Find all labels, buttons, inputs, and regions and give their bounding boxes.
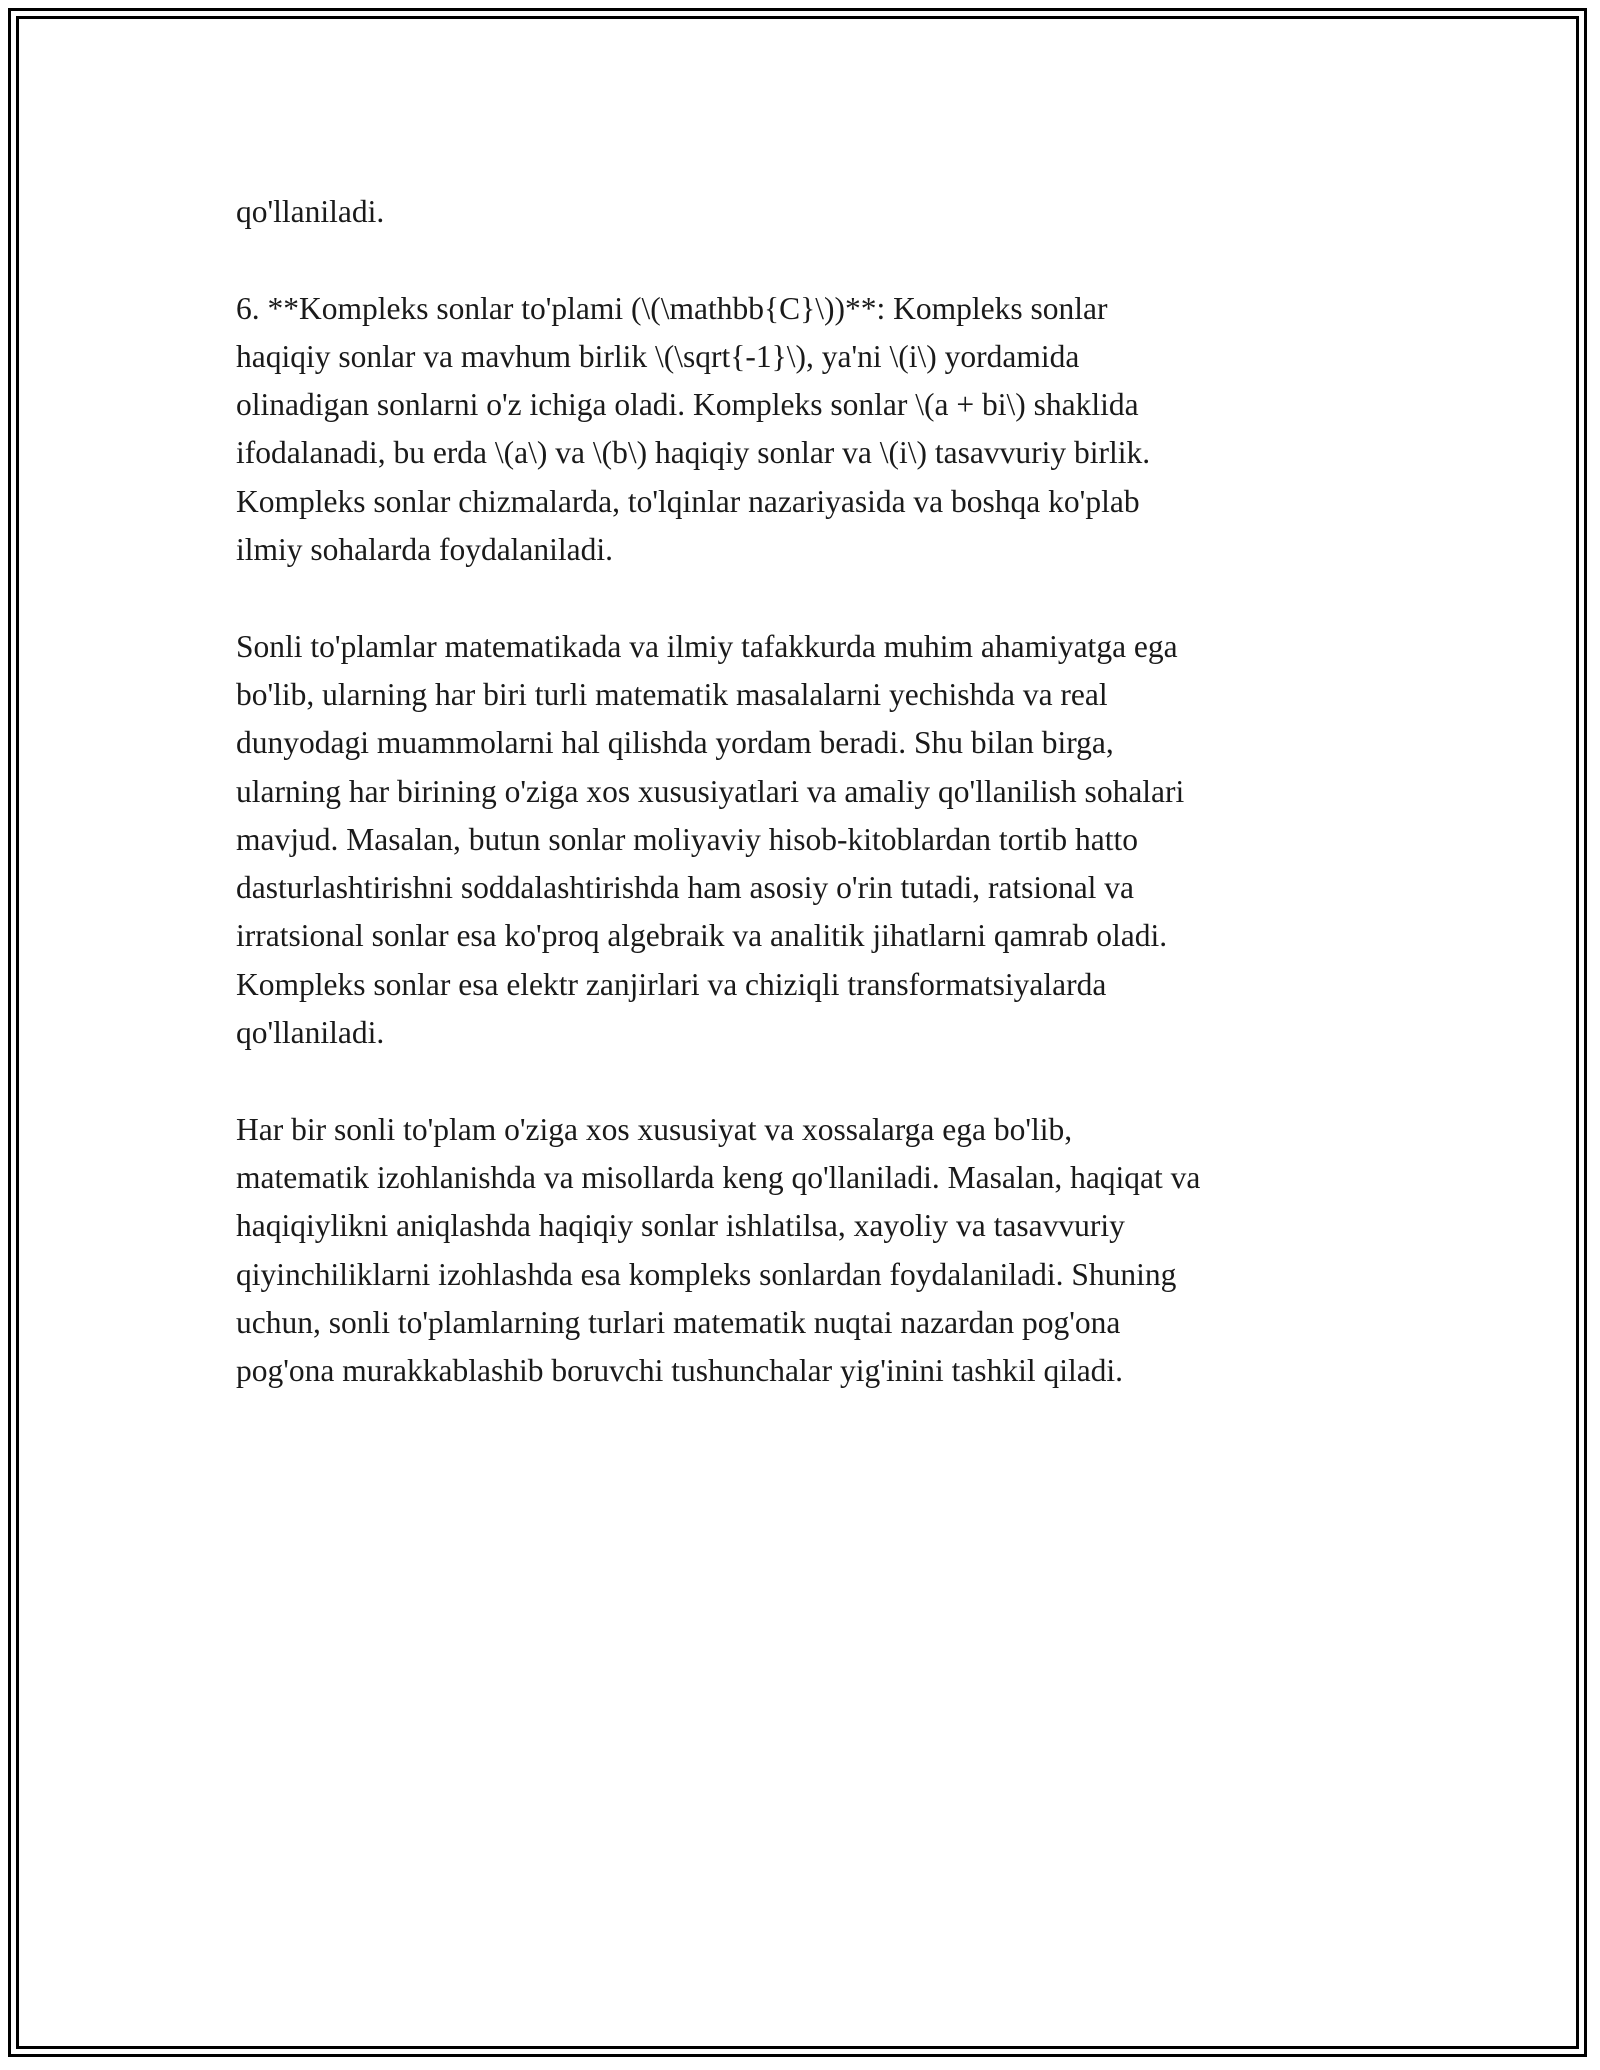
paragraph-number-sets-importance: Sonli to'plamlar matematikada va ilmiy tafakkurda muhim ahamiyatga ega bo'lib, ularning har biri turli matematik masalalarni yechishda va real dunyodagi muammolarni hal qilishda yordam beradi. Shu bilan birga, ularning har birining o'ziga xos xususiyatlari va amaliy qo'llanilish sohalari mavjud. Masalan, butun sonlar moliyaviy hisob-kitoblardan tortib hatto dasturlashtirishni soddalashtirishda ham asosiy o'rin tutadi, ratsional va irratsional sonlar esa ko'proq algebraik va analitik jihatlarni qamrab oladi. Kompleks sonlar esa elektr zanjirlari va chiziqli transformatsiyalarda qo'llaniladi. (236, 628, 1185, 1051)
document-body (236, 188, 1376, 1444)
paragraph-complex-numbers: 6. **Kompleks sonlar to'plami (\(\mathbb{C}\))**: Kompleks sonlar haqiqiy sonlar va mavhum birlik \(\sqrt{-1}\), ya'ni \(i\) yordamida olinadigan sonlarni o'z ichiga oladi. Kompleks sonlar \(a + bi\) shaklida ifodalanadi, bu erda \(a\) va \(b\) haqiqiy sonlar va \(i\) tasavvuriy birlik. Kompleks sonlar chizmalarda, to'lqinlar nazariyasida va boshqa ko'plab ilmiy sohalarda foydalaniladi. (236, 290, 1151, 568)
paragraph-continuation: qo'llaniladi. (236, 194, 385, 229)
paragraph-number-sets-properties: Har bir sonli to'plam o'ziga xos xususiyat va xossalarga ega bo'lib, matematik izohlanishda va misollarda keng qo'llaniladi. Masalan, haqiqat va haqiqiylikni aniqlashda haqiqiy sonlar ishlatilsa, xayoliy va tasavvuriy qiyinchiliklarni izohlashda esa kompleks sonlardan foydalaniladi. Shuning uchun, sonli to'plamlarning turlari matematik nuqtai nazardan pog'ona pog'ona murakkablashib boruvchi tushunchalar yig'inini tashkil qiladi. (236, 1111, 1201, 1389)
